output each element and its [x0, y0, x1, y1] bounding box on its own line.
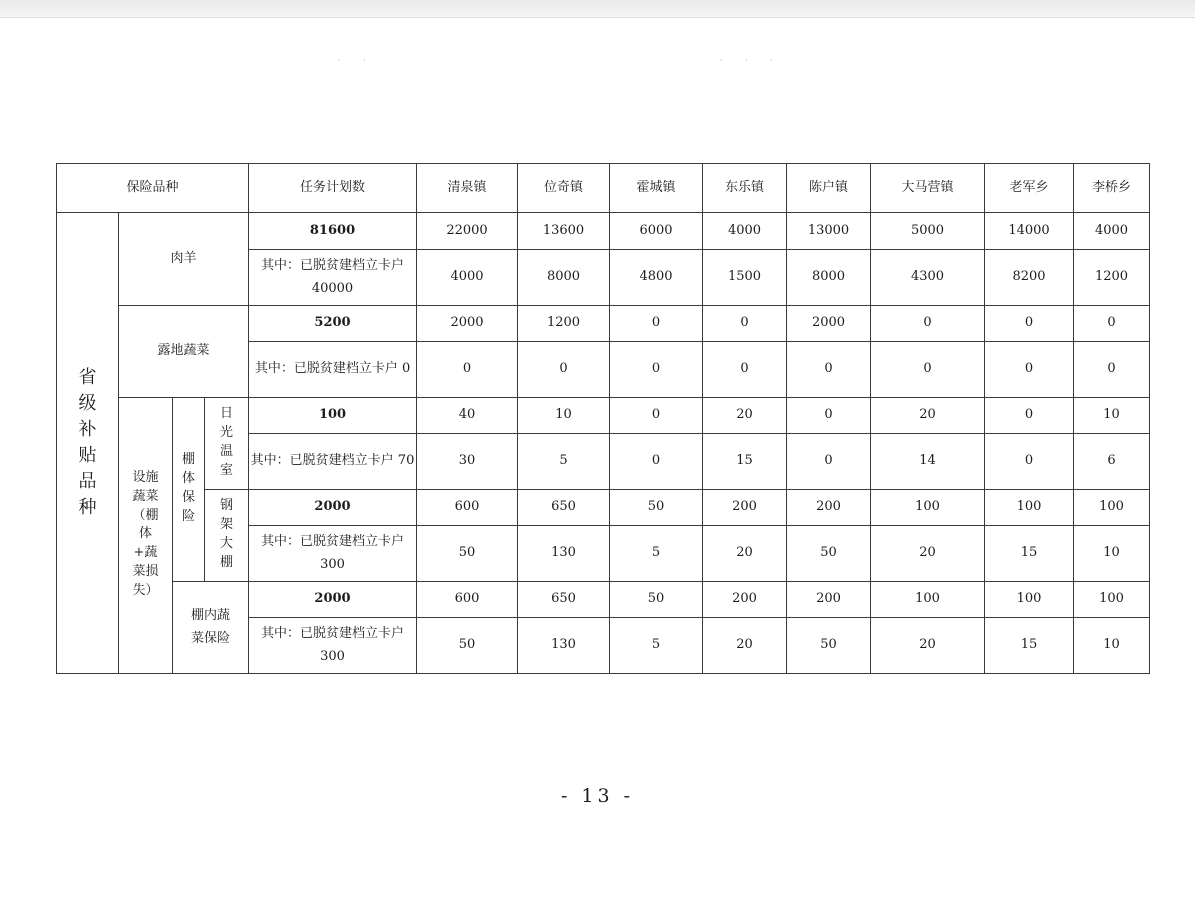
value-cell: 10	[518, 398, 610, 434]
value-cell: 0	[787, 398, 871, 434]
top-edge-bar	[0, 0, 1195, 18]
group-facility: 设施蔬菜（棚体+蔬菜损失）	[132, 469, 159, 598]
value-cell: 0	[985, 434, 1074, 490]
value-cell: 20	[871, 398, 985, 434]
value-cell: 40	[417, 398, 518, 434]
value-cell: 0	[610, 342, 703, 398]
group-facility-cell	[119, 398, 173, 674]
value-cell: 6000	[610, 213, 703, 250]
value-cell: 50	[417, 526, 518, 582]
value-cell: 0	[417, 342, 518, 398]
group-mutton: 肉羊	[119, 213, 249, 306]
plan-cell: 5200	[249, 306, 417, 342]
value-cell: 5000	[871, 213, 985, 250]
value-cell: 6	[1074, 434, 1150, 490]
value-cell: 10	[1074, 618, 1150, 674]
value-cell: 0	[1074, 342, 1150, 398]
value-cell: 0	[610, 398, 703, 434]
value-cell: 10	[1074, 398, 1150, 434]
value-cell: 0	[985, 398, 1074, 434]
value-cell: 10	[1074, 526, 1150, 582]
header-town: 清泉镇	[417, 164, 518, 213]
header-town: 老军乡	[985, 164, 1074, 213]
plan-cell: 2000	[249, 490, 417, 526]
value-cell: 100	[985, 582, 1074, 618]
value-cell: 50	[610, 490, 703, 526]
value-cell: 0	[985, 342, 1074, 398]
group-inner-cell	[173, 582, 249, 674]
group-inner: 棚内蔬菜保险	[191, 608, 231, 646]
value-cell: 130	[518, 618, 610, 674]
header-plan: 任务计划数	[249, 164, 417, 213]
plan-cell: 其中：已脱贫建档立卡户 300	[249, 618, 417, 674]
value-cell: 100	[1074, 582, 1150, 618]
value-cell: 0	[703, 342, 787, 398]
insurance-task-table	[56, 163, 1150, 674]
value-cell: 14	[871, 434, 985, 490]
value-cell: 100	[871, 490, 985, 526]
table-row	[57, 490, 1150, 526]
category-label: 省级补贴品种	[78, 366, 97, 519]
value-cell: 14000	[985, 213, 1074, 250]
header-town: 霍城镇	[610, 164, 703, 213]
value-cell: 0	[787, 434, 871, 490]
plan-cell: 100	[249, 398, 417, 434]
value-cell: 4000	[417, 250, 518, 306]
value-cell: 100	[985, 490, 1074, 526]
value-cell: 5	[610, 526, 703, 582]
value-cell: 0	[871, 306, 985, 342]
value-cell: 22000	[417, 213, 518, 250]
value-cell: 650	[518, 490, 610, 526]
value-cell: 20	[703, 618, 787, 674]
group-shed-insurance: 棚体保险	[181, 452, 195, 524]
value-cell: 4000	[703, 213, 787, 250]
value-cell: 50	[417, 618, 518, 674]
table-row	[57, 398, 1150, 434]
value-cell: 4800	[610, 250, 703, 306]
plan-cell: 其中：已脱贫建档立卡户 40000	[249, 250, 417, 306]
value-cell: 5	[610, 618, 703, 674]
value-cell: 20	[871, 526, 985, 582]
header-insurance-type: 保险品种	[57, 164, 249, 213]
value-cell: 1500	[703, 250, 787, 306]
plan-cell: 其中：已脱贫建档立卡户 0	[249, 342, 417, 398]
value-cell: 1200	[518, 306, 610, 342]
plan-cell: 81600	[249, 213, 417, 250]
value-cell: 130	[518, 526, 610, 582]
value-cell: 0	[871, 342, 985, 398]
value-cell: 50	[787, 526, 871, 582]
value-cell: 0	[518, 342, 610, 398]
value-cell: 15	[985, 526, 1074, 582]
value-cell: 8000	[787, 250, 871, 306]
value-cell: 100	[1074, 490, 1150, 526]
value-cell: 8200	[985, 250, 1074, 306]
value-cell: 30	[417, 434, 518, 490]
value-cell: 13600	[518, 213, 610, 250]
group-shed-cell	[173, 398, 205, 582]
category-cell	[57, 213, 119, 674]
group-open-veg: 露地蔬菜	[119, 306, 249, 398]
value-cell: 200	[703, 582, 787, 618]
value-cell: 0	[985, 306, 1074, 342]
value-cell: 15	[703, 434, 787, 490]
value-cell: 5	[518, 434, 610, 490]
value-cell: 100	[871, 582, 985, 618]
value-cell: 8000	[518, 250, 610, 306]
value-cell: 600	[417, 582, 518, 618]
group-steel: 钢架大棚	[220, 498, 234, 570]
value-cell: 15	[985, 618, 1074, 674]
value-cell: 0	[610, 306, 703, 342]
plan-cell: 其中：已脱贫建档立卡户 300	[249, 526, 417, 582]
plan-cell: 其中：已脱贫建档立卡户 70	[249, 434, 417, 490]
value-cell: 600	[417, 490, 518, 526]
scan-specks: · · ·	[720, 56, 783, 65]
value-cell: 20	[703, 526, 787, 582]
value-cell: 13000	[787, 213, 871, 250]
header-town: 大马营镇	[871, 164, 985, 213]
value-cell: 2000	[417, 306, 518, 342]
value-cell: 0	[787, 342, 871, 398]
value-cell: 2000	[787, 306, 871, 342]
value-cell: 0	[703, 306, 787, 342]
plan-cell: 2000	[249, 582, 417, 618]
header-town: 李桥乡	[1074, 164, 1150, 213]
table-row	[57, 213, 1150, 250]
value-cell: 4000	[1074, 213, 1150, 250]
value-cell: 200	[787, 490, 871, 526]
table-row	[57, 306, 1150, 342]
value-cell: 0	[1074, 306, 1150, 342]
group-steel-cell	[205, 490, 249, 582]
table-row	[57, 582, 1150, 618]
header-town: 位奇镇	[518, 164, 610, 213]
header-row	[57, 164, 1150, 213]
value-cell: 20	[871, 618, 985, 674]
group-sunlight-cell	[205, 398, 249, 490]
page-number: - 13 -	[560, 785, 635, 807]
header-town: 东乐镇	[703, 164, 787, 213]
value-cell: 200	[787, 582, 871, 618]
value-cell: 0	[610, 434, 703, 490]
value-cell: 50	[787, 618, 871, 674]
value-cell: 1200	[1074, 250, 1150, 306]
value-cell: 200	[703, 490, 787, 526]
header-town: 陈户镇	[787, 164, 871, 213]
value-cell: 4300	[871, 250, 985, 306]
scan-specks: · ·	[338, 56, 376, 65]
value-cell: 650	[518, 582, 610, 618]
group-sunlight: 日光温室	[220, 406, 234, 478]
value-cell: 20	[703, 398, 787, 434]
value-cell: 50	[610, 582, 703, 618]
